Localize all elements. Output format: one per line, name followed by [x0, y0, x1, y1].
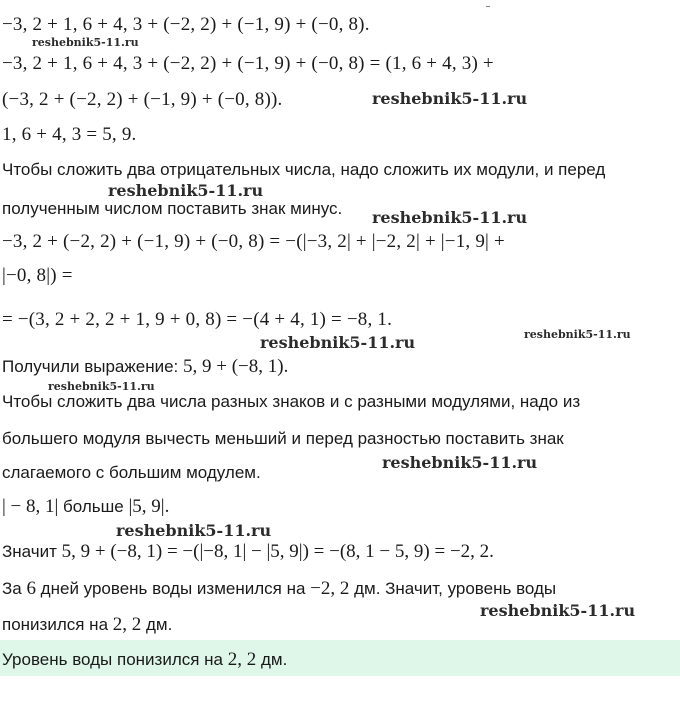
- compare-math-b: |5, 9|.: [128, 496, 170, 517]
- watermark: reshebnik5-11.ru: [260, 333, 416, 352]
- equation-line-2: −3, 2 + 1, 6 + 4, 3 + (−2, 2) + (−1, 9) + (−0, 8) = (1, 6 + 4, 3) +: [2, 53, 494, 74]
- days-line: [2, 578, 556, 600]
- days-text-1: За: [2, 579, 27, 598]
- rule-different-line-2: большего модуля вычесть меньший и перед разностью поставить знак: [2, 429, 564, 448]
- lowered-text-2: дм.: [141, 615, 173, 634]
- days-math-1: 6: [26, 578, 36, 599]
- equation-line-1: −3, 2 + 1, 6 + 4, 3 + (−2, 2) + (−1, 9) + (−0, 8).: [2, 14, 370, 35]
- watermark: reshebnik5-11.ru: [48, 380, 155, 393]
- lowered-text-1: понизился на: [2, 615, 113, 634]
- watermark: reshebnik5-11.ru: [116, 521, 272, 540]
- means-math: 5, 9 + (−8, 1) = −(|−8, 1| − |5, 9|) = −(8, 1 − 5, 9) = −2, 2.: [61, 541, 494, 562]
- rule-different-line-3: слагаемого с большим модулем.: [2, 463, 261, 482]
- means-text: Значит: [2, 542, 62, 561]
- got-expression-text: Получили выражение:: [2, 357, 183, 376]
- top-tick-mark: [486, 6, 490, 7]
- watermark: reshebnik5-11.ru: [524, 328, 631, 341]
- watermark: reshebnik5-11.ru: [480, 601, 636, 620]
- lowered-line: [2, 614, 172, 636]
- watermark: reshebnik5-11.ru: [32, 36, 139, 49]
- equation-line-7: = −(3, 2 + 2, 2 + 1, 9 + 0, 8) = −(4 + 4, 1) = −8, 1.: [2, 309, 393, 330]
- answer-text: [2, 649, 287, 671]
- days-text-2: дней уровень воды изменился на: [35, 579, 311, 598]
- watermark: reshebnik5-11.ru: [372, 208, 528, 227]
- answer-text-2: дм.: [256, 650, 288, 669]
- rule-different-line-1: Чтобы сложить два числа разных знаков и с разными модулями, надо из: [2, 392, 581, 411]
- equation-line-5: −3, 2 + (−2, 2) + (−1, 9) + (−0, 8) = −(|−3, 2| + |−2, 2| + |−1, 9| +: [2, 231, 505, 252]
- got-expression-math: 5, 9 + (−8, 1).: [182, 356, 289, 377]
- lowered-math: 2, 2: [112, 614, 142, 635]
- answer-text-1: Уровень воды понизился на: [2, 650, 228, 669]
- days-math-2: −2, 2: [310, 578, 350, 599]
- days-text-3: дм. Значит, уровень воды: [349, 579, 557, 598]
- equation-line-4: 1, 6 + 4, 3 = 5, 9.: [2, 124, 137, 145]
- compare-math-a: | − 8, 1|: [2, 496, 59, 517]
- compare-text: больше: [58, 497, 129, 516]
- answer-box: [0, 640, 680, 676]
- watermark: reshebnik5-11.ru: [372, 89, 528, 108]
- rule-negative-line-2: полученным числом поставить знак минус.: [2, 199, 343, 218]
- compare-line: [2, 496, 169, 518]
- equation-line-6: |−0, 8|) =: [2, 265, 73, 286]
- equation-line-3: (−3, 2 + (−2, 2) + (−1, 9) + (−0, 8)).: [2, 89, 283, 110]
- means-line: [2, 541, 494, 563]
- answer-math: 2, 2: [227, 649, 257, 670]
- rule-negative-line-1: Чтобы сложить два отрицательных числа, надо сложить их модули, и перед: [2, 160, 606, 179]
- got-expression-line: [2, 356, 288, 378]
- watermark: reshebnik5-11.ru: [108, 181, 264, 200]
- watermark: reshebnik5-11.ru: [382, 453, 538, 472]
